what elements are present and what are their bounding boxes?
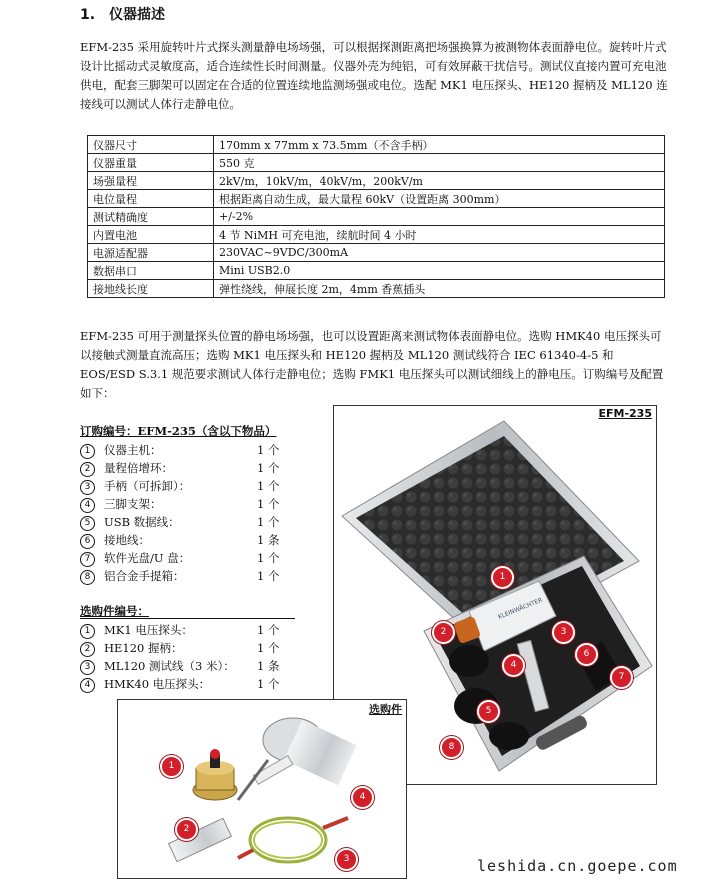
spec-value: 170mm x 77mm x 73.5mm（不含手柄） bbox=[214, 136, 665, 154]
spec-label: 接地线长度 bbox=[88, 280, 214, 298]
spec-row bbox=[88, 262, 665, 280]
list-item bbox=[80, 549, 280, 567]
list-item bbox=[80, 675, 280, 693]
device-brand-text: KLEINWÄCHTER bbox=[497, 596, 544, 621]
item-name: 三脚支架： bbox=[104, 497, 162, 511]
item-number: 4 bbox=[80, 678, 95, 693]
spec-label: 场强量程 bbox=[88, 172, 214, 190]
spec-label: 测试精确度 bbox=[88, 208, 214, 226]
case-marker: 1 bbox=[491, 566, 514, 589]
item-name: 手柄（可拆卸）： bbox=[104, 479, 191, 493]
item-name: ML120 测试线（3 米）： bbox=[104, 659, 235, 673]
section-title: 仪器描述 bbox=[109, 7, 166, 23]
section-heading bbox=[80, 4, 179, 24]
item-number: 1 bbox=[80, 444, 95, 459]
watermark: leshida.cn.goepe.com bbox=[477, 857, 678, 875]
spec-value: 550 克 bbox=[214, 154, 665, 172]
item-number: 2 bbox=[80, 462, 95, 477]
item-quantity: 1 个 bbox=[257, 551, 280, 565]
item-number: 3 bbox=[80, 480, 95, 495]
item-quantity: 1 个 bbox=[257, 497, 280, 511]
spec-value: 2kV/m，10kV/m，40kV/m，200kV/m bbox=[214, 172, 665, 190]
case-marker: 2 bbox=[432, 621, 455, 644]
list-item bbox=[80, 531, 280, 549]
list-item bbox=[80, 639, 280, 657]
item-number: 4 bbox=[80, 498, 95, 513]
case-marker: 4 bbox=[502, 654, 525, 677]
spec-value: 230VAC~9VDC/300mA bbox=[214, 244, 665, 262]
item-quantity: 1 个 bbox=[257, 623, 280, 637]
item-quantity: 1 条 bbox=[257, 659, 280, 673]
item-quantity: 1 个 bbox=[257, 677, 280, 691]
item-number: 2 bbox=[80, 642, 95, 657]
list-item bbox=[80, 513, 280, 531]
spec-row bbox=[88, 226, 665, 244]
item-name: 量程倍增环： bbox=[104, 461, 173, 475]
spec-value: Mini USB2.0 bbox=[214, 262, 665, 280]
spec-row bbox=[88, 208, 665, 226]
optional-list bbox=[80, 621, 280, 693]
case-marker: 7 bbox=[610, 666, 633, 689]
item-number: 7 bbox=[80, 552, 95, 567]
list-item bbox=[80, 621, 280, 639]
spec-table bbox=[87, 135, 665, 298]
case-marker: 8 bbox=[440, 736, 463, 759]
list-item bbox=[80, 459, 280, 477]
section-number: 1. bbox=[80, 7, 96, 23]
item-name: USB 数据线： bbox=[104, 515, 180, 529]
spec-row bbox=[88, 280, 665, 298]
heading-rule bbox=[80, 618, 295, 619]
spec-value: +/-2% bbox=[214, 208, 665, 226]
usage-paragraph: EFM-235 可用于测量探头位置的静电场场强，也可以设置距离来测试物体表面静电位。选购 HMK40 电压探头可以接触式测量直流高压；选购 MK1 电压探头和 HE120 握柄及 ML120 测试线符合 IEC 61340-4-5 和 EOS/ESD S.3.1 规范要求测试人体行走静电位；选购 FMK1 电压探头可以测试细线上的静电压。订购编号及配置如下： bbox=[80, 329, 664, 400]
order-heading: 订购编号：EFM-235（含以下物品） bbox=[80, 424, 277, 438]
case-photo-label: EFM-235 bbox=[598, 407, 652, 420]
item-quantity: 1 个 bbox=[257, 569, 280, 583]
item-name: 铝合金手提箱： bbox=[104, 569, 185, 583]
item-quantity: 1 个 bbox=[257, 641, 280, 655]
item-quantity: 1 个 bbox=[257, 461, 280, 475]
spec-row bbox=[88, 154, 665, 172]
accessory-marker: 1 bbox=[160, 755, 183, 778]
spec-value: 4 节 NiMH 可充电池，续航时间 4 小时 bbox=[214, 226, 665, 244]
item-number: 8 bbox=[80, 570, 95, 585]
accessory-marker: 3 bbox=[335, 848, 358, 871]
accessory-marker: 4 bbox=[351, 786, 374, 809]
spec-label: 仪器重量 bbox=[88, 154, 214, 172]
list-item bbox=[80, 477, 280, 495]
item-quantity: 1 个 bbox=[257, 479, 280, 493]
spec-value: 根据距离自动生成，最大量程 60kV（设置距离 300mm） bbox=[214, 190, 665, 208]
case-marker: 6 bbox=[575, 643, 598, 666]
list-item bbox=[80, 657, 280, 675]
item-name: HMK40 电压探头： bbox=[104, 677, 211, 691]
spec-value: 弹性绕线，伸展长度 2m，4mm 香蕉插头 bbox=[214, 280, 665, 298]
spec-row bbox=[88, 136, 665, 154]
item-name: 软件光盘/U 盘： bbox=[104, 551, 191, 565]
optional-heading: 选购件编号： bbox=[80, 604, 149, 618]
spec-row bbox=[88, 190, 665, 208]
item-number: 6 bbox=[80, 534, 95, 549]
order-list bbox=[80, 441, 280, 585]
spec-label: 仪器尺寸 bbox=[88, 136, 214, 154]
spec-row bbox=[88, 244, 665, 262]
item-number: 5 bbox=[80, 516, 95, 531]
list-item bbox=[80, 495, 280, 513]
list-item bbox=[80, 567, 280, 585]
item-name: HE120 握柄： bbox=[104, 641, 183, 655]
item-quantity: 1 个 bbox=[257, 443, 280, 457]
item-number: 1 bbox=[80, 624, 95, 639]
item-name: 接地线： bbox=[104, 533, 150, 547]
case-marker: 3 bbox=[552, 621, 575, 644]
item-name: 仪器主机： bbox=[104, 443, 162, 457]
accessory-photo bbox=[117, 699, 407, 879]
spec-label: 电源适配器 bbox=[88, 244, 214, 262]
spec-label: 内置电池 bbox=[88, 226, 214, 244]
accessory-marker: 2 bbox=[175, 818, 198, 841]
item-quantity: 1 条 bbox=[257, 533, 280, 547]
item-number: 3 bbox=[80, 660, 95, 675]
item-quantity: 1 个 bbox=[257, 515, 280, 529]
spec-row bbox=[88, 172, 665, 190]
accessory-photo-label: 选购件 bbox=[369, 703, 402, 716]
spec-label: 数据串口 bbox=[88, 262, 214, 280]
intro-paragraph: EFM-235 采用旋转叶片式探头测量静电场场强，可以根据探测距离把场强换算为被测物体表面静电位。旋转叶片式设计比摇动式灵敏度高，适合连续性长时间测量。仪器外壳为纯铝，可有效屏蔽干扰信号。测试仪直接内置可充电池供电，配套三脚架可以固定在合适的位置连续地监测场强或电位。选配 MK1 电压探头、HE120 握柄及 ML120 连接线可以测试人体行走静电位。 bbox=[80, 40, 668, 111]
list-item bbox=[80, 441, 280, 459]
spec-label: 电位量程 bbox=[88, 190, 214, 208]
case-marker: 5 bbox=[477, 700, 500, 723]
item-name: MK1 电压探头： bbox=[104, 623, 193, 637]
